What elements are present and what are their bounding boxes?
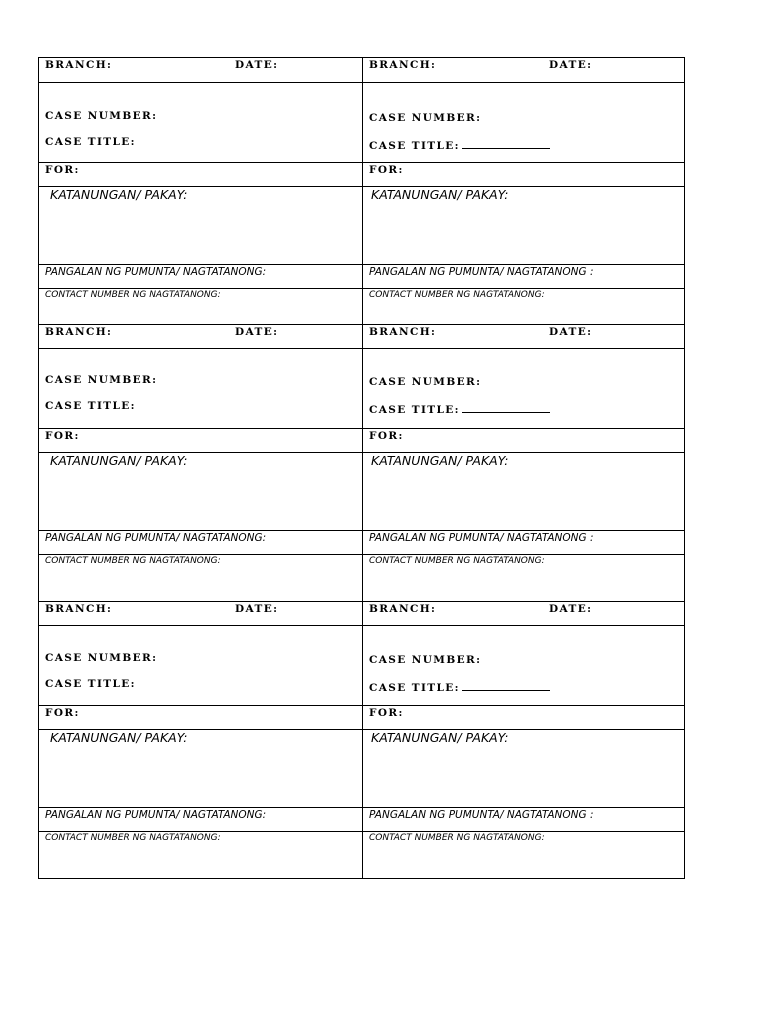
for-label: FOR: — [45, 164, 80, 176]
case-row — [363, 82, 685, 162]
pangalan-label: PANGALAN NG PUMUNTA/ NAGTATANONG: — [45, 809, 267, 821]
katanungan-row — [39, 729, 362, 807]
katanungan-label: KATANUNGAN/ PAKAY: — [371, 730, 509, 745]
contact-label: CONTACT NUMBER NG NAGTATANONG: — [45, 833, 221, 843]
form-slip — [363, 58, 685, 324]
case-title-underline — [462, 681, 550, 691]
case-title-label: CASE TITLE: — [369, 404, 460, 416]
for-label: FOR: — [369, 430, 404, 442]
case-number-label: CASE NUMBER: — [45, 374, 158, 386]
branch-date-row — [39, 601, 362, 625]
case-title-label: CASE TITLE: — [369, 682, 460, 694]
date-label: DATE: — [235, 59, 279, 71]
pangalan-row — [39, 264, 362, 288]
for-row — [39, 162, 362, 186]
for-row — [363, 428, 685, 452]
contact-row — [363, 554, 685, 601]
case-title-row — [369, 139, 550, 152]
for-label: FOR: — [369, 707, 404, 719]
form-slip — [363, 601, 685, 880]
for-label: FOR: — [45, 707, 80, 719]
case-title-label: CASE TITLE: — [45, 400, 136, 412]
katanungan-row — [39, 452, 362, 530]
left-column — [39, 58, 362, 878]
form-slip — [39, 58, 362, 324]
pangalan-label: PANGALAN NG PUMUNTA/ NAGTATANONG : — [369, 532, 594, 544]
case-row — [363, 348, 685, 428]
for-row — [39, 428, 362, 452]
katanungan-row — [363, 729, 685, 807]
pangalan-row — [39, 807, 362, 831]
case-row — [39, 625, 362, 705]
for-row — [363, 162, 685, 186]
case-number-label: CASE NUMBER: — [369, 112, 482, 124]
contact-row — [39, 554, 362, 601]
contact-row — [363, 831, 685, 880]
branch-date-row — [363, 324, 685, 348]
case-number-label: CASE NUMBER: — [45, 652, 158, 664]
case-number-label: CASE NUMBER: — [369, 654, 482, 666]
case-title-underline — [462, 139, 550, 149]
contact-label: CONTACT NUMBER NG NAGTATANONG: — [369, 556, 545, 566]
branch-label: BRANCH: — [45, 603, 113, 615]
contact-label: CONTACT NUMBER NG NAGTATANONG: — [369, 833, 545, 843]
case-row — [363, 625, 685, 705]
katanungan-row — [363, 452, 685, 530]
branch-date-row — [363, 601, 685, 625]
case-title-label: CASE TITLE: — [45, 678, 136, 690]
pangalan-row — [39, 530, 362, 554]
pangalan-row — [363, 264, 685, 288]
date-label: DATE: — [235, 326, 279, 338]
branch-label: BRANCH: — [45, 326, 113, 338]
case-title-label: CASE TITLE: — [45, 136, 136, 148]
pangalan-row — [363, 530, 685, 554]
katanungan-row — [39, 186, 362, 264]
case-row — [39, 348, 362, 428]
pangalan-row — [363, 807, 685, 831]
date-label: DATE: — [549, 603, 593, 615]
form-slip — [363, 324, 685, 601]
pangalan-label: PANGALAN NG PUMUNTA/ NAGTATANONG: — [45, 266, 267, 278]
branch-date-row — [39, 58, 362, 82]
pangalan-label: PANGALAN NG PUMUNTA/ NAGTATANONG : — [369, 266, 594, 278]
right-column — [362, 58, 685, 878]
form-slip — [39, 601, 362, 880]
katanungan-label: KATANUNGAN/ PAKAY: — [371, 187, 509, 202]
branch-label: BRANCH: — [369, 59, 437, 71]
contact-label: CONTACT NUMBER NG NAGTATANONG: — [369, 290, 545, 300]
date-label: DATE: — [549, 326, 593, 338]
katanungan-label: KATANUNGAN/ PAKAY: — [50, 730, 188, 745]
form-grid — [38, 57, 685, 879]
branch-date-row — [363, 58, 685, 82]
for-label: FOR: — [45, 430, 80, 442]
case-title-label: CASE TITLE: — [369, 140, 460, 152]
contact-label: CONTACT NUMBER NG NAGTATANONG: — [45, 556, 221, 566]
for-row — [39, 705, 362, 729]
branch-label: BRANCH: — [369, 326, 437, 338]
for-label: FOR: — [369, 164, 404, 176]
branch-label: BRANCH: — [369, 603, 437, 615]
contact-row — [39, 831, 362, 880]
date-label: DATE: — [235, 603, 279, 615]
case-title-row — [369, 681, 550, 694]
case-number-label: CASE NUMBER: — [369, 376, 482, 388]
katanungan-label: KATANUNGAN/ PAKAY: — [50, 453, 188, 468]
case-title-underline — [462, 403, 550, 413]
contact-row — [39, 288, 362, 324]
for-row — [363, 705, 685, 729]
pangalan-label: PANGALAN NG PUMUNTA/ NAGTATANONG: — [45, 532, 267, 544]
form-slip — [39, 324, 362, 601]
katanungan-row — [363, 186, 685, 264]
branch-date-row — [39, 324, 362, 348]
case-row — [39, 82, 362, 162]
case-title-row — [369, 403, 550, 416]
contact-row — [363, 288, 685, 324]
case-number-label: CASE NUMBER: — [45, 110, 158, 122]
date-label: DATE: — [549, 59, 593, 71]
pangalan-label: PANGALAN NG PUMUNTA/ NAGTATANONG : — [369, 809, 594, 821]
contact-label: CONTACT NUMBER NG NAGTATANONG: — [45, 290, 221, 300]
katanungan-label: KATANUNGAN/ PAKAY: — [371, 453, 509, 468]
katanungan-label: KATANUNGAN/ PAKAY: — [50, 187, 188, 202]
branch-label: BRANCH: — [45, 59, 113, 71]
